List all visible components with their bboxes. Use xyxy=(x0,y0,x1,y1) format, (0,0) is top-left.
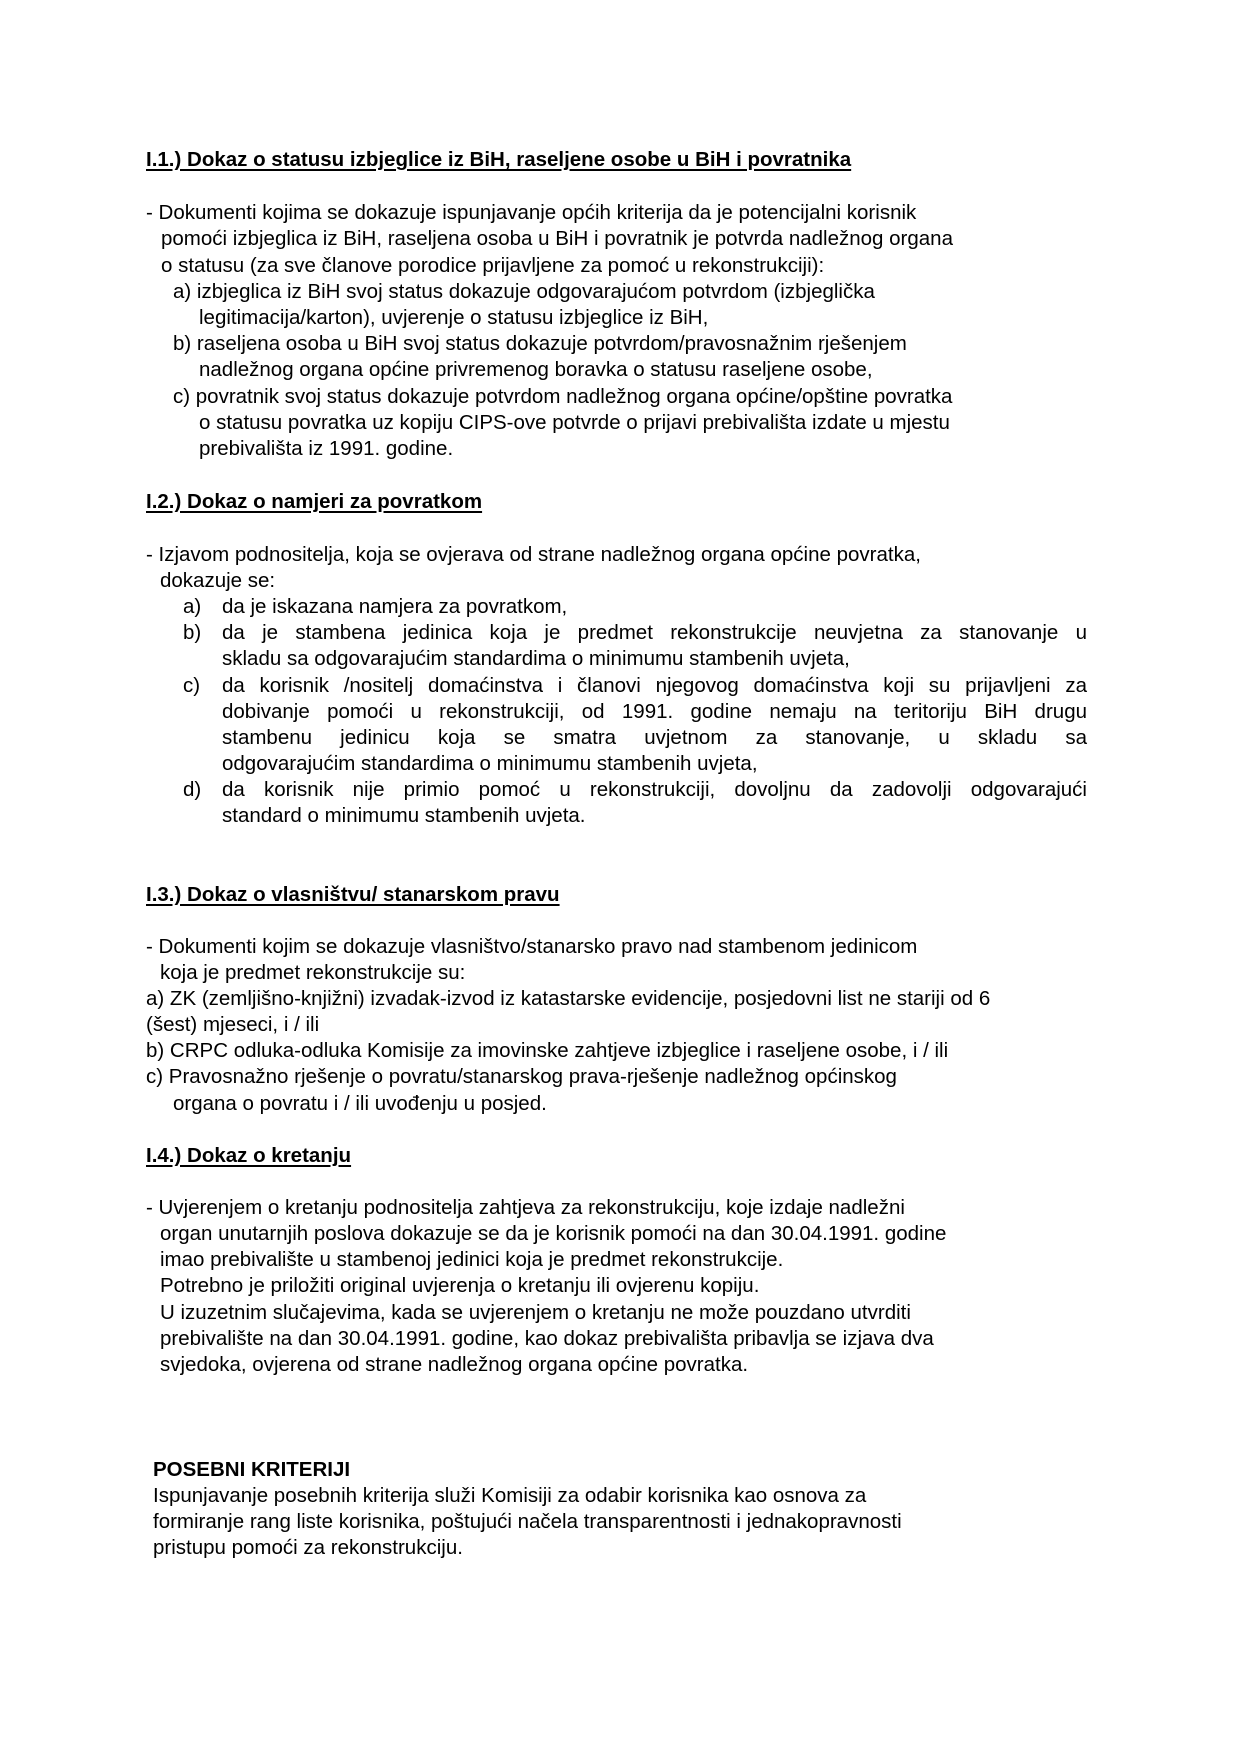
list-marker: a) xyxy=(183,595,202,618)
list-item-text: da je stambena jedinica koja je predmet rekonstrukcije neuvjetna za stanovanje u xyxy=(222,621,1087,644)
special-criteria-line: formiranje rang liste korisnika, poštujući načela transparentnosti i jednakopravnosti xyxy=(153,1510,902,1533)
section-2-intro: - Izjavom podnositelja, koja se ovjerava od strane nadležnog organa općine povratka, xyxy=(146,543,921,566)
section-3-item-a: a) ZK (zemljišno-knjižni) izvadak-izvod iz katastarske evidencije, posjedovni list ne stariji od 6 xyxy=(146,987,991,1010)
section-4-line: - Uvjerenjem o kretanju podnositelja zahtjeva za rekonstrukciju, koje izdaje nadležni xyxy=(146,1196,905,1219)
section-1-line: - Dokumenti kojima se dokazuje ispunjavanje općih kriterija da je potencijalni korisnik xyxy=(146,201,917,224)
section-4-line: organ unutarnjih poslova dokazuje se da je korisnik pomoći na dan 30.04.1991. godine xyxy=(160,1222,947,1245)
special-criteria-line: Ispunjavanje posebnih kriterija služi Komisiji za odabir korisnika kao osnova za xyxy=(153,1484,867,1507)
list-item-text: da korisnik /nositelj domaćinstva i članovi njegovog domaćinstva koji su prijavljeni za xyxy=(222,674,1087,697)
section-4-line: imao prebivalište u stambenoj jedinici koja je predmet rekonstrukcije. xyxy=(160,1248,784,1271)
section-4-heading: I.4.) Dokaz o kretanju xyxy=(146,1144,352,1167)
section-1-item-a-cont: legitimacija/karton), uvjerenje o statusu izbjeglice iz BiH, xyxy=(199,306,709,329)
section-1-item-c-cont: prebivališta iz 1991. godine. xyxy=(199,437,454,460)
section-4-line: prebivalište na dan 30.04.1991. godine, kao dokaz prebivališta pribavlja se izjava dva xyxy=(160,1327,934,1350)
section-3-heading: I.3.) Dokaz o vlasništvu/ stanarskom pravu xyxy=(146,883,560,906)
section-4-line: U izuzetnim slučajevima, kada se uvjerenjem o kretanju ne može pouzdano utvrditi xyxy=(160,1301,911,1324)
section-3-line: koja je predmet rekonstrukcije su: xyxy=(160,961,466,984)
section-3-line: - Dokumenti kojim se dokazuje vlasništvo/stanarsko pravo nad stambenom jedinicom xyxy=(146,935,918,958)
list-item-text: da je iskazana namjera za povratkom, xyxy=(222,595,568,618)
list-item-text: stambenu jedinicu koja se smatra uvjetnom za stanovanje, u skladu sa xyxy=(222,726,1087,749)
list-marker: b) xyxy=(183,621,202,644)
list-item-text: da korisnik nije primio pomoć u rekonstrukciji, dovoljnu da zadovolji odgovarajući xyxy=(222,778,1087,801)
section-3-item-c-cont: organa o povratu i / ili uvođenju u posjed. xyxy=(173,1092,547,1115)
list-marker: c) xyxy=(183,674,201,697)
section-1-line: pomoći izbjeglica iz BiH, raseljena osoba u BiH i povratnik je potvrda nadležnog organa xyxy=(161,227,953,250)
list-item-text: skladu sa odgovarajućim standardima o minimumu stambenih uvjeta, xyxy=(222,647,850,670)
section-4-line: Potrebno je priložiti original uvjerenja o kretanju ili ovjerenu kopiju. xyxy=(160,1274,760,1297)
section-1-item-b: b) raseljena osoba u BiH svoj status dokazuje potvrdom/pravosnažnim rješenjem xyxy=(173,332,907,355)
section-2-intro: dokazuje se: xyxy=(160,569,276,592)
special-criteria-line: pristupu pomoći za rekonstrukciju. xyxy=(153,1536,463,1559)
section-4-line: svjedoka, ovjerena od strane nadležnog organa općine povratka. xyxy=(160,1353,749,1376)
list-item-text: odgovarajućim standardima o minimumu stambenih uvjeta, xyxy=(222,752,758,775)
list-item-text: dobivanje pomoći u rekonstrukciji, od 1991. godine nemaju na teritoriju BiH drugu xyxy=(222,700,1087,723)
section-2-heading: I.2.) Dokaz o namjeri za povratkom xyxy=(146,490,483,513)
section-1-heading: I.1.) Dokaz o statusu izbjeglice iz BiH, raseljene osobe u BiH i povratnika xyxy=(146,148,852,171)
section-1-line: o statusu (za sve članove porodice prijavljene za pomoć u rekonstrukciji): xyxy=(161,254,825,277)
section-3-item-a-cont: (šest) mjeseci, i / ili xyxy=(146,1013,320,1036)
list-marker: d) xyxy=(183,778,202,801)
list-item-text: standard o minimumu stambenih uvjeta. xyxy=(222,804,586,827)
special-criteria-heading: POSEBNI KRITERIJI xyxy=(153,1458,351,1481)
section-1-item-b-cont: nadležnog organa općine privremenog boravka o statusu raseljene osobe, xyxy=(199,358,873,381)
section-3-item-c: c) Pravosnažno rješenje o povratu/stanarskog prava-rješenje nadležnog općinskog xyxy=(146,1065,897,1088)
section-1-item-a: a) izbjeglica iz BiH svoj status dokazuje odgovarajućom potvrdom (izbjeglička xyxy=(173,280,875,303)
section-1-item-c-cont: o statusu povratka uz kopiju CIPS-ove potvrde o prijavi prebivališta izdate u mjestu xyxy=(199,411,950,434)
section-3-item-b: b) CRPC odluka-odluka Komisije za imovinske zahtjeve izbjeglice i raseljene osobe, i / ili xyxy=(146,1039,949,1062)
section-1-item-c: c) povratnik svoj status dokazuje potvrdom nadležnog organa općine/opštine povratka xyxy=(173,385,953,408)
